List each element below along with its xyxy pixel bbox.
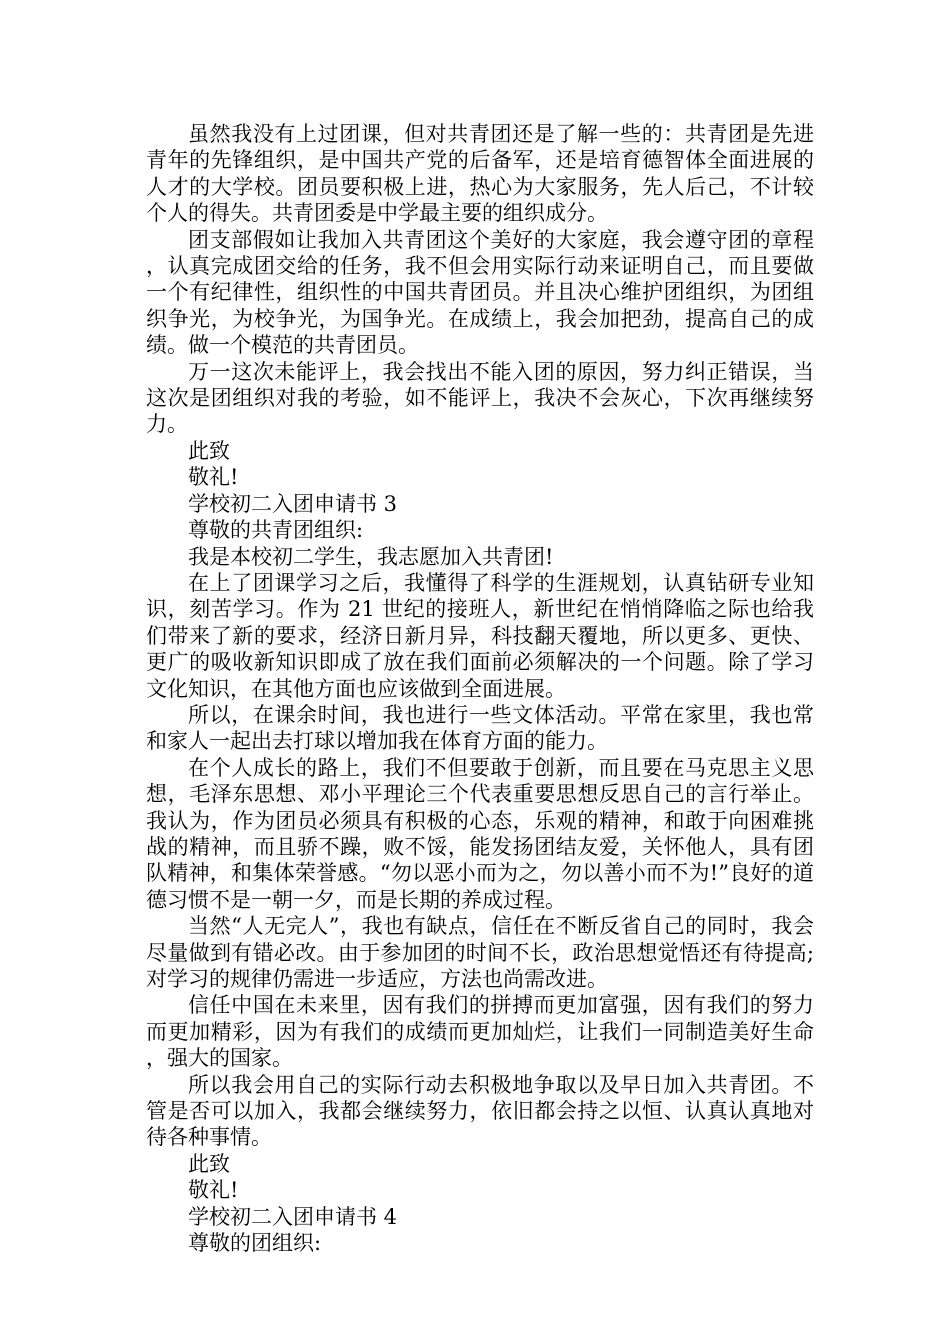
greeting: 尊敬的团组织: bbox=[188, 1231, 322, 1256]
closing-salutation: 此致 bbox=[188, 438, 230, 463]
section-heading-4: 学校初二入团申请书 4 bbox=[188, 1204, 398, 1229]
closing-regards: 敬礼! bbox=[188, 1178, 239, 1203]
body-paragraph-3: 万一这次未能评上，我会找出不能入团的原因，努力纠正错误，当这次是团组织对我的考验，如不能评上，我决不会灰心，下次再继续努力。 bbox=[146, 359, 814, 437]
body-paragraph-10: 所以我会用自己的实际行动去积极地争取以及早日加入共青团。不管是否可以加入，我都会继续努力，依旧都会持之以恒、认真认真地对待各种事情。 bbox=[146, 1072, 814, 1150]
closing-salutation: 此致 bbox=[188, 1151, 230, 1176]
body-paragraph-6: 所以，在课余时间，我也进行一些文体活动。平常在家里，我也常和家人一起出去打球以增加我在体育方面的能力。 bbox=[146, 702, 814, 754]
body-paragraph-9: 信任中国在未来里，因有我们的拼搏而更加富强，因有我们的努力而更加精彩，因为有我们的成绩而更加灿烂，让我们一同制造美好生命，强大的国家。 bbox=[146, 993, 814, 1071]
body-paragraph-1: 虽然我没有上过团课，但对共青团还是了解一些的：共青团是先进青年的先锋组织，是中国共产党的后备军，还是培育德智体全面进展的人才的大学校。团员要积极上进，热心为大家服务，先人后己，不计较个人的得失。共青团委是中学最主要的组织成分。 bbox=[146, 122, 814, 226]
body-paragraph-5: 在上了团课学习之后，我懂得了科学的生涯规划，认真钻研专业知识，刻苦学习。作为 21 世纪的接班人，新世纪在悄悄降临之际也给我们带来了新的要求，经济日新月异，科技翻天覆地，所以更多、更快、更广的吸收新知识即成了放在我们面前必须解决的一个问题。除了学习文化知识，在其他方面也应该做到全面进展。 bbox=[146, 570, 814, 701]
body-paragraph-8: 当然“人无完人”，我也有缺点，信任在不断反省自己的同时，我会尽量做到有错必改。由于参加团的时间不长，政治思想觉悟还有待提高;对学习的规律仍需进一步适应，方法也尚需改进。 bbox=[146, 914, 814, 991]
greeting: 尊敬的共青团组织: bbox=[188, 518, 364, 543]
document-page bbox=[146, 121, 814, 1256]
section-heading-3: 学校初二入团申请书 3 bbox=[188, 491, 398, 516]
body-paragraph-7: 在个人成长的路上，我们不但要敢于创新，而且要在马克思主义思想，毛泽东思想、邓小平理论三个代表重要思想反思自己的言行举止。我认为，作为团员必须具有积极的心态，乐观的精神，和敢于向困难挑战的精神，而且骄不躁，败不馁，能发扬团结友爱，关怀他人，具有团队精神，和集体荣誉感。“勿以恶小而为之，勿以善小而不为!”良好的道德习惯不是一朝一夕，而是长期的养成过程。 bbox=[146, 755, 814, 912]
body-paragraph-4: 我是本校初二学生，我志愿加入共青团! bbox=[188, 544, 554, 569]
body-paragraph-2: 团支部假如让我加入共青团这个美好的大家庭，我会遵守团的章程，认真完成团交给的任务，我不但会用实际行动来证明自己，而且要做一个有纪律性，组织性的中国共青团员。并且决心维护团组织，为团组织争光，为校争光，为国争光。在成绩上，我会加把劲，提高自己的成绩。做一个模范的共青团员。 bbox=[146, 227, 814, 358]
closing-regards: 敬礼! bbox=[188, 465, 239, 490]
